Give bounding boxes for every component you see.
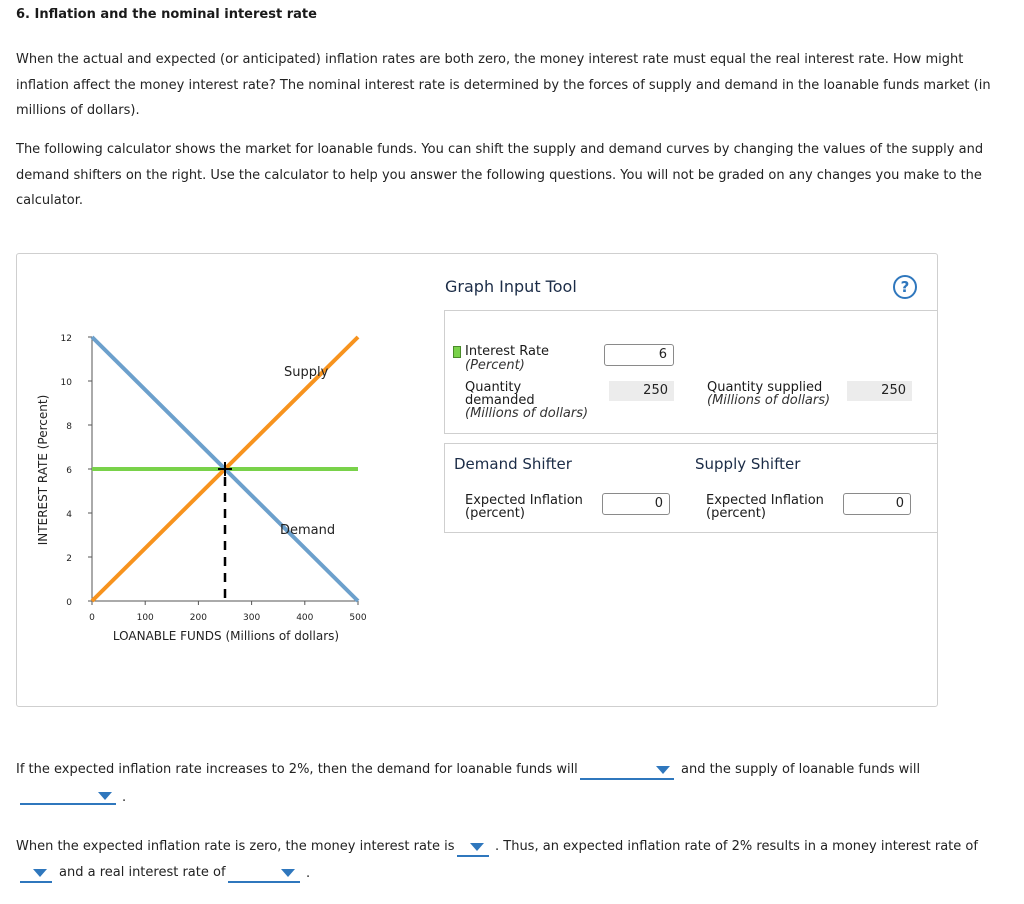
- question-title: 6. Inflation and the nominal interest rate: [16, 7, 317, 22]
- intro-line: millions of dollars).: [16, 103, 140, 118]
- x-tick-label: 0: [89, 613, 95, 623]
- quantity-demanded-value: 250: [609, 381, 674, 401]
- quantity-supplied-unit: (Millions of dollars): [707, 393, 831, 408]
- question1-text: If the expected inflation rate increases to 2%, then the demand for loanable funds will: [16, 762, 578, 777]
- demand-label: Demand: [280, 523, 336, 538]
- intro-line: calculator.: [16, 193, 84, 208]
- x-tick-label: 100: [136, 613, 154, 623]
- quantity-supplied-value: 250: [847, 381, 912, 401]
- demand-expected-inflation-label: Expected Inflation: [465, 493, 583, 508]
- question1-end: .: [122, 790, 127, 805]
- supply-change-dropdown[interactable]: [20, 789, 116, 805]
- supply-shifter-title: Supply Shifter: [695, 455, 801, 473]
- quantity-supplied-label: Quantity supplied: [707, 380, 823, 395]
- quantity-demanded-unit: (Millions of dollars): [465, 406, 589, 421]
- money-interest-rate-dropdown[interactable]: [457, 839, 489, 857]
- y-tick-label: 12: [60, 334, 72, 344]
- intro-line: When the actual and expected (or anticipated) inflation rates are both zero, the money interest rate must equal the real interest rate. How might: [16, 52, 964, 67]
- quantity-demanded-label: Quantity: [465, 380, 522, 395]
- quantity-demanded-label-2: demanded: [465, 393, 535, 408]
- interest-rate-unit: (Percent): [465, 358, 525, 373]
- chevron-down-icon: [656, 766, 670, 774]
- x-axis-label: LOANABLE FUNDS (Millions of dollars): [112, 629, 340, 643]
- y-axis-label: INTEREST RATE (Percent): [36, 394, 50, 546]
- x-tick-label: 200: [189, 613, 207, 623]
- supply-label: Supply: [284, 365, 329, 380]
- question1-text-2: and the supply of loanable funds will: [681, 762, 921, 777]
- chevron-down-icon: [281, 869, 295, 877]
- question2-text-3: and a real interest rate of: [59, 865, 226, 880]
- y-tick-label: 4: [66, 510, 72, 520]
- demand-expected-inflation-input[interactable]: 0: [602, 493, 670, 515]
- x-tick-label: 400: [296, 613, 314, 623]
- real-rate-dropdown[interactable]: [228, 865, 300, 883]
- intro-line: demand shifters on the right. Use the calculator to help you answer the following questions. You will not be graded on any changes you make to the: [16, 167, 982, 183]
- x-tick-label: 500: [349, 613, 367, 623]
- question2-text-2: . Thus, an expected inflation rate of 2% results in a money interest rate of: [495, 839, 978, 854]
- y-tick-label: 6: [66, 466, 72, 476]
- supply-expected-inflation-unit: (percent): [706, 506, 766, 521]
- interest-rate-label: Interest Rate: [465, 344, 550, 359]
- question2-end: .: [306, 866, 311, 881]
- interest-rate-swatch-icon: [453, 346, 461, 358]
- y-tick-label: 2: [66, 554, 72, 564]
- graph-input-tool-title: Graph Input Tool: [445, 277, 577, 296]
- chevron-down-icon: [33, 869, 47, 877]
- question2-text: When the expected inflation rate is zero, the money interest rate is: [16, 839, 455, 854]
- demand-shifter-title: Demand Shifter: [454, 455, 572, 473]
- y-tick-label: 10: [60, 378, 72, 388]
- x-tick-label: 300: [243, 613, 261, 623]
- demand-expected-inflation-unit: (percent): [465, 506, 525, 521]
- help-icon[interactable]: ?: [893, 275, 917, 299]
- nominal-rate-dropdown[interactable]: [20, 865, 52, 883]
- chevron-down-icon: [98, 792, 112, 800]
- supply-expected-inflation-label: Expected Inflation: [706, 493, 824, 508]
- demand-change-dropdown[interactable]: [580, 762, 674, 780]
- chevron-down-icon: [470, 843, 484, 851]
- intro-line: inflation affect the money interest rate? The nominal interest rate is determined by the forces of supply and demand in the loanable funds market (in: [16, 77, 991, 93]
- interest-rate-input[interactable]: 6: [604, 344, 674, 366]
- intro-line: The following calculator shows the market for loanable funds. You can shift the supply and demand curves by changing the values of the supply and: [16, 142, 984, 157]
- supply-expected-inflation-input[interactable]: 0: [843, 493, 911, 515]
- loanable-funds-chart: [0, 0, 440, 700]
- y-tick-label: 8: [66, 422, 72, 432]
- y-tick-label: 0: [66, 598, 72, 608]
